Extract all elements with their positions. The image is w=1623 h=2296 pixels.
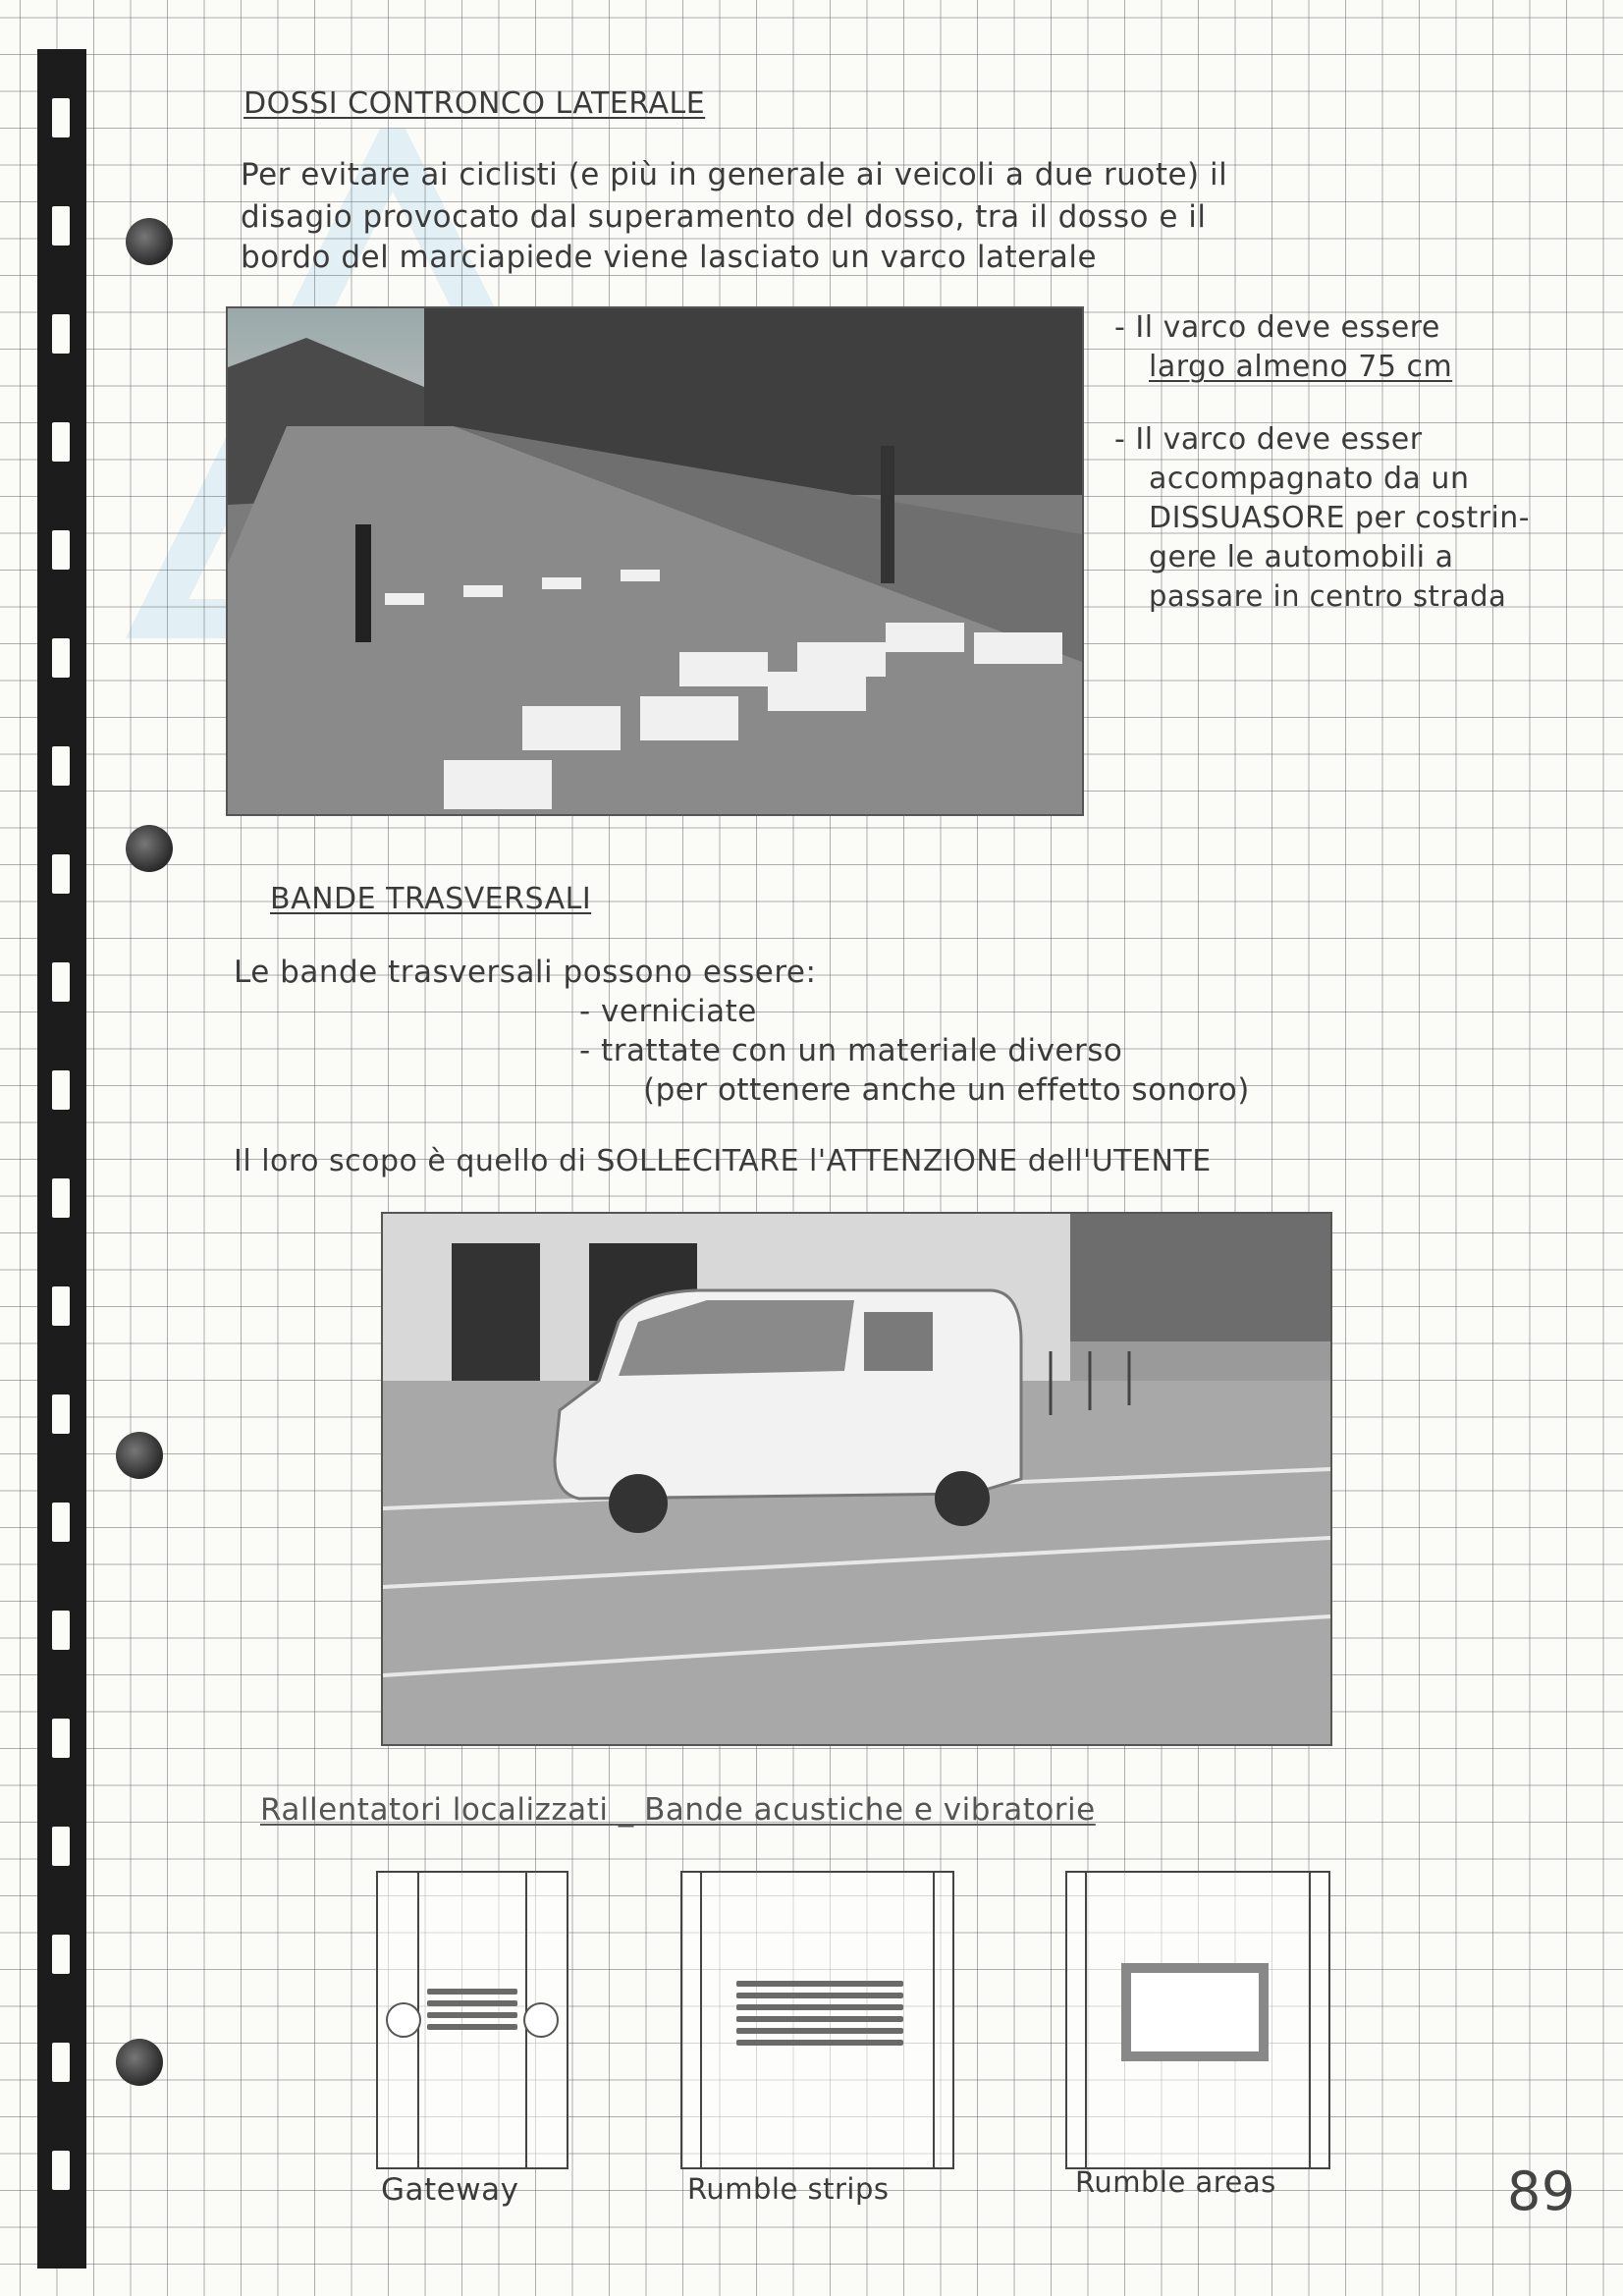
- punch-hole: [126, 218, 173, 265]
- list-item: - verniciate: [579, 994, 757, 1029]
- list-item: - trattate con un materiale diverso: [579, 1033, 1123, 1068]
- section-title: DOSSI CONTRONCO LATERALE: [243, 86, 706, 121]
- note-line: - Il varco deve esser: [1114, 422, 1423, 457]
- page-number: 89: [1507, 2160, 1576, 2222]
- intro-line: disagio provocato dal superamento del dosso, tra il dosso e il: [241, 199, 1207, 235]
- binding-strip: [37, 49, 86, 2269]
- intro-line: Per evitare ai ciclisti (e più in generale ai veicoli a due ruote) il: [241, 157, 1228, 192]
- punch-hole: [126, 825, 173, 872]
- section-title: BANDE TRASVERSALI: [270, 882, 592, 916]
- punch-hole: [116, 1432, 163, 1479]
- note-line: - Il varco deve essere: [1114, 310, 1440, 345]
- list-item: (per ottenere anche un effetto sonoro): [643, 1072, 1250, 1108]
- note-line: passare in centro strada: [1149, 579, 1507, 613]
- figure-label: Rumble strips: [687, 2172, 890, 2206]
- note-line: gere le automobili a: [1149, 540, 1454, 574]
- intro-line: bordo del marciapiede viene lasciato un varco laterale: [241, 240, 1098, 275]
- figure-label: Rumble areas: [1075, 2165, 1276, 2199]
- note-line: accompagnato da un: [1149, 462, 1470, 496]
- photo-transverse-bands: [381, 1212, 1332, 1746]
- photo-speed-bump: [226, 306, 1084, 816]
- rumble-area-square: [1121, 1963, 1269, 2061]
- section-title: Rallentatori localizzati _ Bande acustiche e vibratorie: [260, 1792, 1096, 1828]
- body-line: Le bande trasversali possono essere:: [234, 955, 817, 990]
- note-line: DISSUASORE per costrin-: [1149, 501, 1531, 535]
- punch-hole: [116, 2039, 163, 2086]
- rumble-areas-diagram: [1065, 1871, 1330, 2169]
- rumble-strips-diagram: [680, 1871, 954, 2169]
- gateway-diagram: [376, 1871, 568, 2169]
- note-line: largo almeno 75 cm: [1149, 350, 1453, 384]
- body-line: Il loro scopo è quello di SOLLECITARE l'ATTENZIONE dell'UTENTE: [234, 1144, 1212, 1178]
- figure-label: Gateway: [381, 2172, 519, 2208]
